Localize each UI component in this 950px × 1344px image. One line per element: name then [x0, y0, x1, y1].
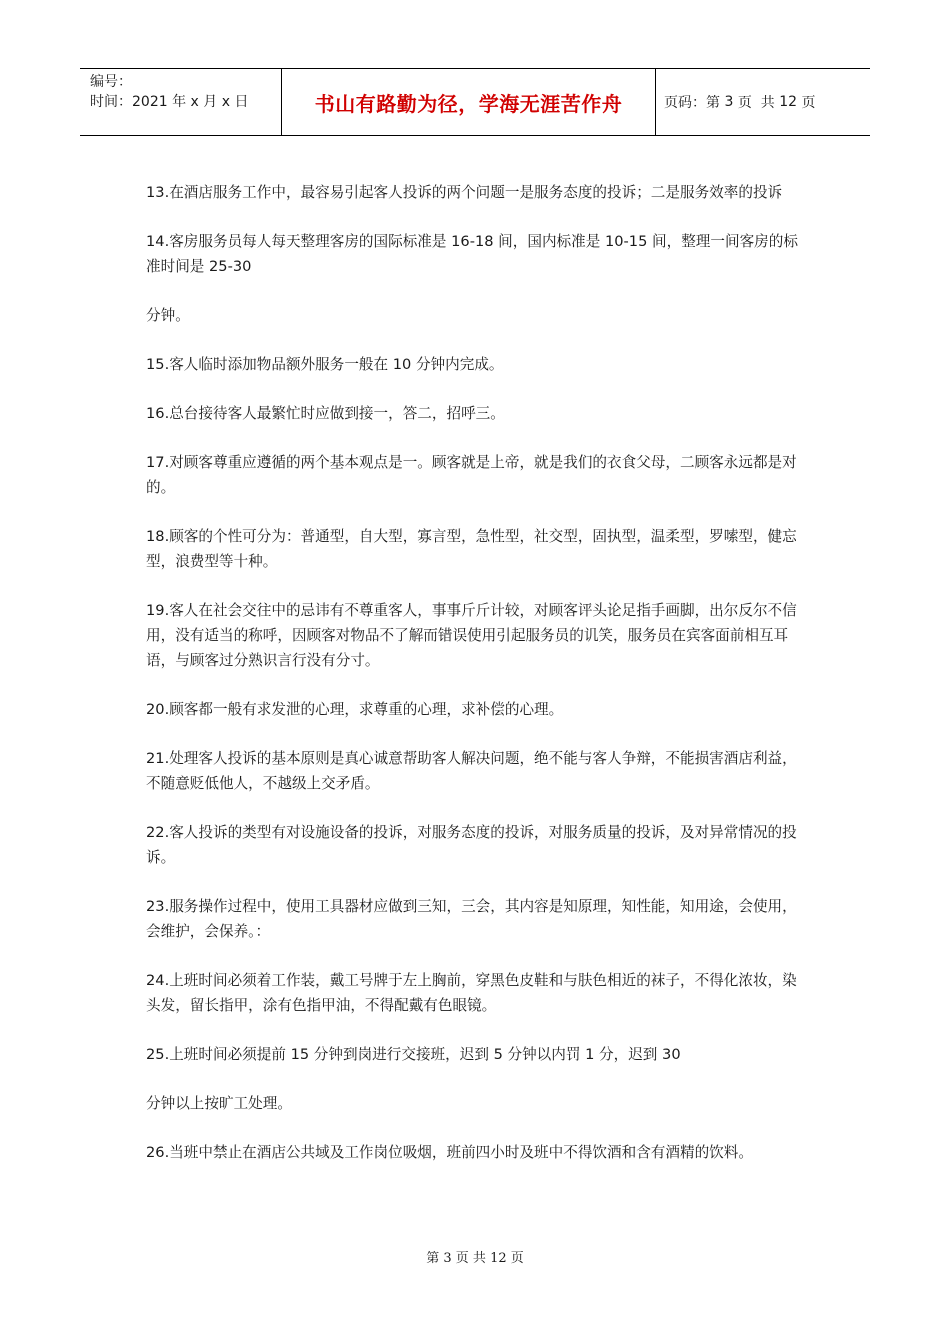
- paragraph-14-continued: 分钟。: [146, 307, 190, 324]
- header-motto: 书山有路勤为径，学海无涯苦作舟: [282, 69, 656, 135]
- header-page-prefix: 页码：第: [664, 95, 725, 111]
- footer-page-current: 3: [443, 1251, 452, 1266]
- page-footer: [0, 1247, 950, 1266]
- page-header: [80, 68, 870, 136]
- paragraph-23: 23.服务操作过程中，使用工具器材应做到三知，三会，其内容是知原理，知性能，知用途，会使用，会维护，会保养。：: [146, 898, 797, 940]
- paragraph-22: 22.客人投诉的类型有对设施设备的投诉，对服务态度的投诉，对服务质量的投诉，及对异常情况的投诉。: [146, 824, 797, 866]
- paragraph-14: 14.客房服务员每人每天整理客房的国际标准是 16-18 间，国内标准是 10-15 间，整理一间客房的标准时间是 25-30: [146, 233, 798, 275]
- document-number-label: 编号：: [90, 74, 132, 90]
- paragraph-24: 24.上班时间必须着工作装，戴工号牌于左上胸前，穿黑色皮鞋和与肤色相近的袜子，不得化浓妆，染头发，留长指甲，涂有色指甲油，不得配戴有色眼镜。: [146, 972, 797, 1014]
- footer-page-middle: 页 共: [451, 1251, 491, 1266]
- paragraph-21: 21.处理客人投诉的基本原则是真心诚意帮助客人解决问题，绝不能与客人争辩，不能损害酒店利益，不随意贬低他人，不越级上交矛盾。: [146, 750, 797, 792]
- paragraph-25-continued: 分钟以上按旷工处理。: [146, 1095, 292, 1112]
- paragraph-16: 16.总台接待客人最繁忙时应做到接一，答二，招呼三。: [146, 405, 505, 422]
- footer-page-suffix: 页: [506, 1251, 524, 1266]
- paragraph-13: 13.在酒店服务工作中，最容易引起客人投诉的两个问题一是服务态度的投诉；二是服务效率的投诉: [146, 184, 783, 201]
- document-body: [146, 180, 810, 1189]
- paragraph-19: 19.客人在社会交往中的忌讳有不尊重客人，事事斤斤计较，对顾客评头论足指手画脚，出尔反尔不信用，没有适当的称呼，因顾客对物品不了解而错误使用引起服务员的讥笑，服务员在宾客面前相互耳语，与顾客过分熟识言行没有分寸。: [146, 602, 797, 669]
- header-page-total: 12: [779, 94, 798, 110]
- header-page-indicator: [656, 69, 870, 135]
- paragraph-17: 17.对顾客尊重应遵循的两个基本观点是一。顾客就是上帝，就是我们的衣食父母，二顾客永远都是对的。: [146, 454, 797, 496]
- document-time-label: 时间：2021 年 x 月 x 日: [90, 94, 249, 110]
- header-meta: [80, 69, 282, 135]
- header-page-current: 3: [724, 94, 734, 110]
- footer-page-total: 12: [490, 1251, 507, 1266]
- header-page-suffix: 页: [797, 95, 816, 111]
- paragraph-18: 18.顾客的个性可分为：普通型，自大型，寡言型，急性型，社交型，固执型，温柔型，罗嗦型，健忘型，浪费型等十种。: [146, 528, 797, 570]
- paragraph-15: 15.客人临时添加物品额外服务一般在 10 分钟内完成。: [146, 356, 504, 373]
- paragraph-25: 25.上班时间必须提前 15 分钟到岗进行交接班，迟到 5 分钟以内罚 1 分，迟到 30: [146, 1046, 681, 1063]
- paragraph-26: 26.当班中禁止在酒店公共域及工作岗位吸烟，班前四小时及班中不得饮酒和含有酒精的饮料。: [146, 1144, 753, 1161]
- paragraph-20: 20.顾客都一般有求发泄的心理，求尊重的心理，求补偿的心理。: [146, 701, 564, 718]
- footer-page-prefix: 第: [426, 1251, 444, 1266]
- header-page-middle: 页 共: [733, 95, 780, 111]
